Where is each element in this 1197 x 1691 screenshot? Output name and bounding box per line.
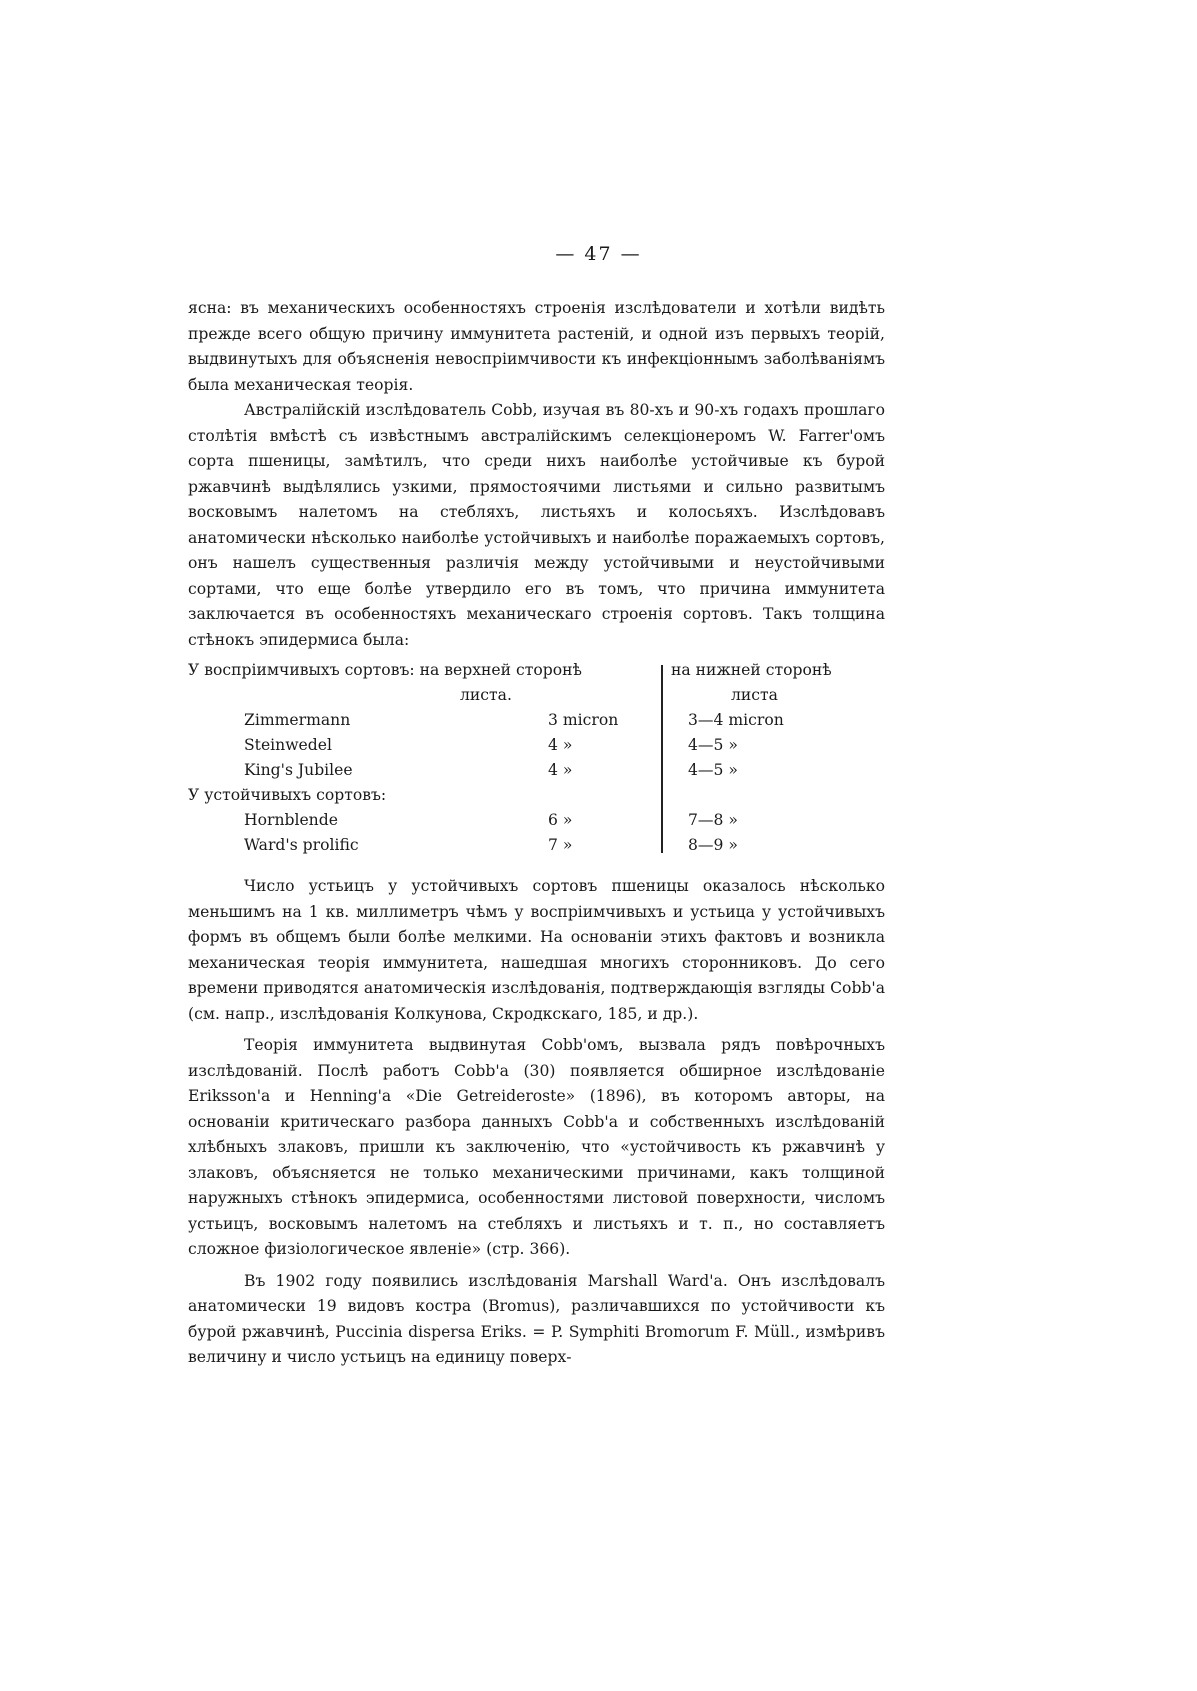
table-header-upper-leaf: листа. (460, 686, 512, 704)
table-row-lower: 4—5 » (688, 736, 738, 754)
table-header-upper: У воспріимчивыхъ сортовъ: на верхней сторонѣ (188, 661, 582, 679)
table-header-lower: на нижней сторонѣ (671, 661, 832, 679)
table-row-lower: 8—9 » (688, 836, 738, 854)
table-divider (661, 665, 663, 853)
table-row-name: King's Jubilee (244, 761, 353, 779)
text-block-bottom (188, 874, 885, 1371)
table-row-upper: 4 » (548, 736, 573, 754)
table-row-upper: 6 » (548, 811, 573, 829)
paragraph-2: Австралійскій изслѣдователь Cobb, изучая въ 80-хъ и 90-хъ годахъ прошлаго столѣтія вмѣстѣ съ извѣстнымъ австралійскимъ селекціонеромъ W. Farrer'омъ сорта пшеницы, замѣтилъ, что среди нихъ наиболѣе устойчивые къ бурой ржавчинѣ выдѣлялись узкими, прямостоячими листьями и сильно развитымъ восковымъ налетомъ на стебляхъ, листьяхъ и колосьяхъ. Изслѣдовавъ анатомически нѣсколько наиболѣе устойчивыхъ и наиболѣе поражаемыхъ сортовъ, онъ нашелъ существенныя различія между устойчивыми и неустойчивыми сортами, что еще болѣе утвердило его въ томъ, что причина иммунитета заключается въ особенностяхъ механическаго строенія сортовъ. Такъ толщина стѣнокъ эпидермиса была: (188, 401, 885, 649)
table-row-lower: 4—5 » (688, 761, 738, 779)
paragraph-4: Теорія иммунитета выдвинутая Cobb'омъ, вызвала рядъ повѣрочныхъ изслѣдованій. Послѣ работъ Cobb'а (30) появляется обширное изслѣдованіе Eriksson'а и Henning'а «Die Getreideroste» (1896), въ которомъ авторы, на основаніи критическаго разбора данныхъ Cobb'а и собственныхъ изслѣдованій хлѣбныхъ злаковъ, пришли къ заключенію, что «устойчивость къ ржавчинѣ у злаковъ, объясняется не только механическими причинами, какъ толщиной наружныхъ стѣнокъ эпидермиса, особенностями листовой поверхности, числомъ устьицъ, восковымъ налетомъ на стебляхъ и листьяхъ и т. п., но составляетъ сложное физіологическое явленіе» (стр. 366). (188, 1036, 885, 1258)
table-row-lower: 7—8 » (688, 811, 738, 829)
page-number: — 47 — (555, 243, 642, 265)
table-header-lower-leaf: листа (731, 686, 778, 704)
table-row-lower: 3—4 micron (688, 711, 784, 729)
paragraph-5: Въ 1902 году появились изслѣдованія Marshall Ward'а. Онъ изслѣдовалъ анатомически 19 видовъ костра (Bromus), различавшихся по устойчивости къ бурой ржавчинѣ, Puccinia dispersa Eriks. = P. Symphiti Bromorum F. Müll., измѣривъ величину и число устьицъ на единицу поверх- (188, 1271, 885, 1366)
table-row-upper: 7 » (548, 836, 573, 854)
text-block-top (188, 296, 885, 653)
epidermis-thickness-table (188, 661, 878, 856)
table-row-name: Steinwedel (244, 736, 332, 754)
table-row-upper: 3 micron (548, 711, 619, 729)
table-row-name: Hornblende (244, 811, 338, 829)
paragraph-3: Число устьицъ у устойчивыхъ сортовъ пшеницы оказалось нѣсколько меньшимъ на 1 кв. миллиметръ чѣмъ у воспріимчивыхъ и устьица у устойчивыхъ формъ въ общемъ были болѣе мелкими. На основаніи этихъ фактовъ и возникла механическая теорія иммунитета, нашедшая многихъ сторонниковъ. До сего времени приводятся анатомическія изслѣдованія, подтверждающія взгляды Cobb'а (см. напр., изслѣдованія Колкунова, Скродкскаго, 185, и др.). (188, 877, 885, 1023)
table-row-name: Ward's prolific (244, 836, 359, 854)
table-row-name: Zimmermann (244, 711, 351, 729)
table-group-resistant: У устойчивыхъ сортовъ: (188, 786, 387, 804)
table-row-upper: 4 » (548, 761, 573, 779)
paragraph-1: ясна: въ механическихъ особенностяхъ строенія изслѣдователи и хотѣли видѣть прежде всего общую причину иммунитета растеній, и одной изъ первыхъ теорій, выдвинутыхъ для объясненія невоспріимчивости къ инфекціоннымъ заболѣваніямъ была механическая теорія. (188, 299, 885, 394)
